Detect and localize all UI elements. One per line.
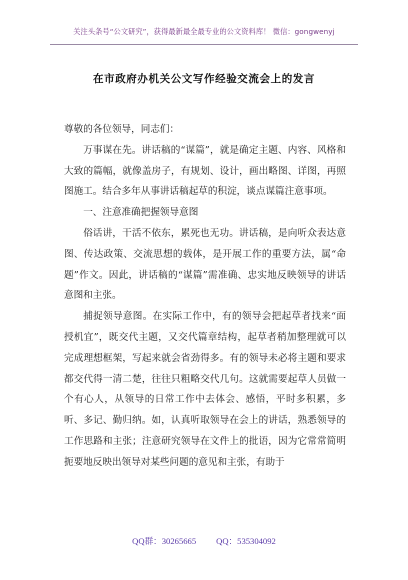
footer-qq-group: QQ群：30265665: [132, 536, 197, 546]
document-title: 在市政府办机关公文写作经验交流会上的发言: [93, 73, 315, 85]
header-banner: [0, 27, 408, 37]
paragraph-section-1: 俗话讲，干活不依东，累死也无功。讲话稿，是向听众表达意图、传达政策、交流思想的载体，是开展工作的重要方法，属“命题”作文。因此，讲话稿的“谋篇”需准确、忠实地反映领导的讲话意图和主张。: [64, 227, 346, 302]
footer-contact: [0, 535, 408, 547]
section-heading-1: 一、注意准确把握领导意图: [83, 207, 199, 219]
paragraph-capture-intent: 捕捉领导意图。在实际工作中，有的领导会把起草者找来“面授机宜”，既交代主题，又交代篇章结构，起草者稍加整理就可以完成理想框架，写起来就会省劲得多。有的领导未必将主题和要求都交代得一清二楚，往往只粗略交代几句。这就需要起草人员做一个有心人，从领导的日常工作中去体会、感悟，平时多积累，多听、多记、勤归纳。如，认真听取领导在会上的讲话，熟悉领导的工作思路和主张；注意研究领导在文件上的批语，因为它常常简明扼要地反映出领导对某些问题的意见和主张，有助于: [64, 311, 346, 468]
header-divider: [50, 44, 358, 45]
header-banner-text: 关注头条号“公文研究”，获得最新最全最专业的公文资料库！ 微信：gongwenyj: [73, 27, 335, 36]
footer-qq: QQ：535304092: [216, 536, 276, 546]
document-body: [64, 120, 346, 474]
salutation: 尊敬的各位领导，同志们：: [64, 124, 180, 135]
paragraph-intro: 万事谋在先。讲话稿的“谋篇”，就是确定主题、内容、风格和大致的篇幅，就像盖房子，有规划、设计，画出略图、详图，再照图施工。结合多年从事讲话稿起草的积淀，谈点谋篇注意事项。: [64, 144, 346, 198]
